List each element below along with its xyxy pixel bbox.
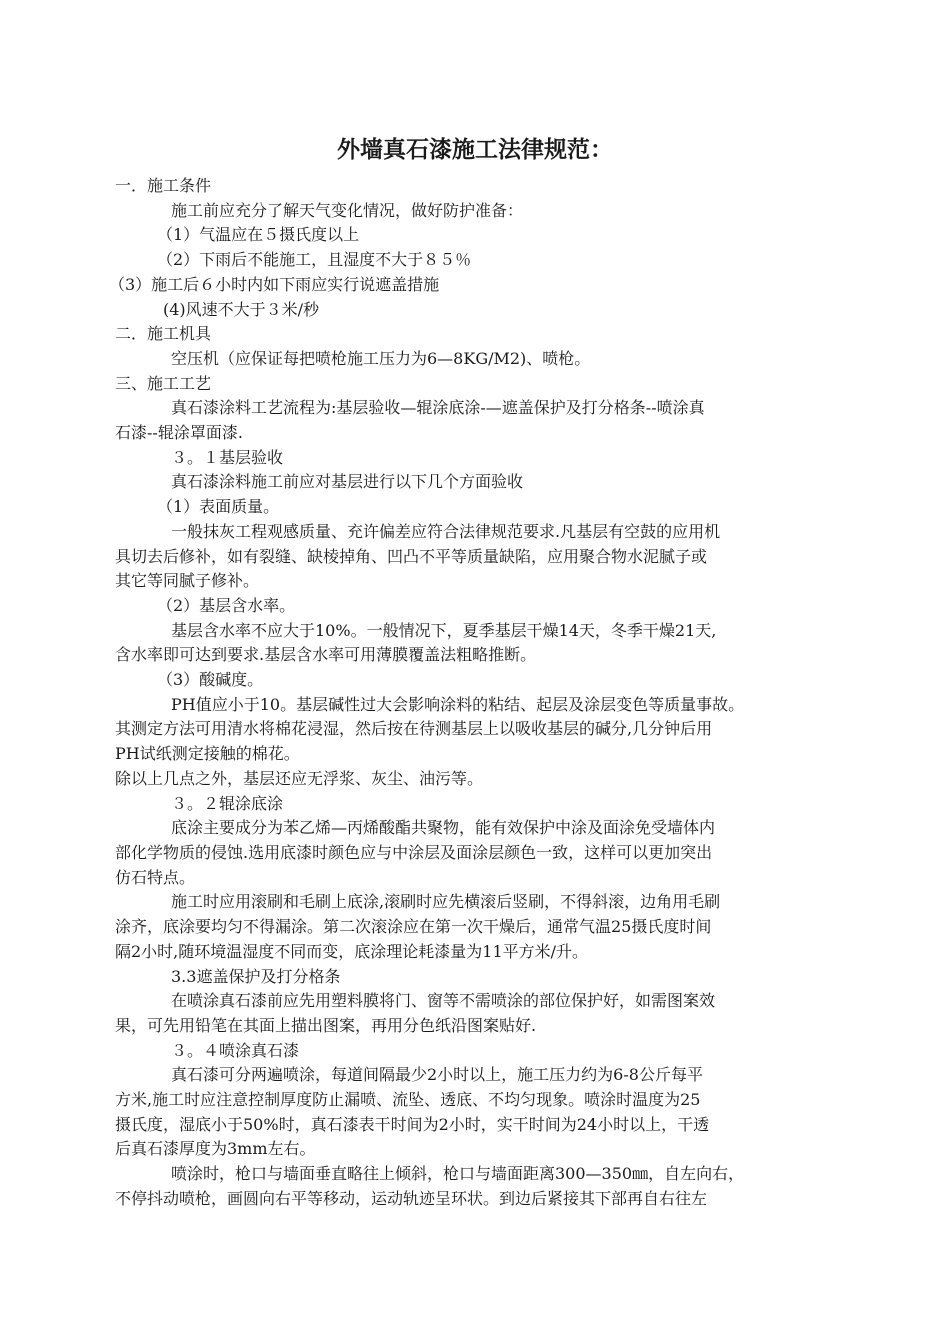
list-item: （3）施工后６小时内如下雨应实行说遮盖措施: [109, 274, 440, 294]
subsection-heading: 3.3遮盖保护及打分格条: [171, 966, 341, 986]
paragraph-line: 石漆--辊涂罩面漆.: [115, 423, 243, 443]
paragraph-line: 真石漆涂料施工前应对基层进行以下几个方面验收: [171, 472, 524, 492]
paragraph-line: 喷涂时，枪口与墙面垂直略往上倾斜，枪口与墙面距离300—350㎜，自左向右，: [171, 1164, 745, 1184]
paragraph-line: PH试纸测定接触的棉花。: [115, 744, 300, 764]
paragraph-line: 一般抹灰工程观感质量、充许偏差应符合法律规范要求.凡基层有空鼓的应用机: [171, 521, 721, 541]
paragraph-line: 后真石漆厚度为3mm左右。: [115, 1139, 316, 1159]
paragraph-line: 除以上几点之外，基层还应无浮浆、灰尘、油污等。: [115, 768, 484, 788]
list-item: (4)风速不大于３米/秒: [163, 299, 320, 319]
list-item: （2）下雨后不能施工，且湿度不大于８５％: [157, 250, 472, 270]
paragraph-line: 果，可先用铅笔在其面上描出图案，再用分色纸沿图案贴好.: [115, 1015, 537, 1035]
section-heading: 二．施工机具: [115, 324, 212, 344]
paragraph-line: 在喷涂真石漆前应先用塑料膜将门、窗等不需喷涂的部位保护好，如需图案效: [171, 991, 716, 1011]
subsection-heading: ３。２辊涂底涂: [171, 793, 284, 813]
section-heading: 三、施工工艺: [115, 373, 212, 393]
document-body: [109, 174, 833, 1212]
paragraph-line: 部化学物质的侵蚀.选用底漆时颜色应与中涂层及面涂层颜色一致，这样可以更加突出: [115, 842, 713, 862]
list-item: （1）表面质量。: [157, 497, 280, 517]
subsection-heading: ３。４喷涂真石漆: [171, 1040, 300, 1060]
section-heading: 一．施工条件: [115, 176, 212, 195]
list-item: （3）酸碱度。: [157, 670, 264, 690]
paragraph-line: 底涂主要成分为苯乙烯—丙烯酸酯共聚物，能有效保护中涂及面涂免受墙体内: [171, 818, 716, 838]
paragraph-line: 仿石特点。: [115, 867, 196, 887]
paragraph-line: 基层含水率不应大于10%。一般情况下，夏季基层干燥14天，冬季干燥21天,: [171, 620, 717, 640]
paragraph-line: 方米,施工时应注意控制厚度防止漏喷、流坠、透底、不均匀现象。喷涂时温度为25: [115, 1090, 701, 1110]
paragraph-line: 施工前应充分了解天气变化情况，做好防护准备：: [171, 200, 524, 220]
paragraph-line: 摄氏度，湿底小于50%时，真石漆表干时间为2小时，实干时间为24小时以上，干透: [115, 1114, 710, 1134]
paragraph-line: PH值应小于10。基层碱性过大会影响涂料的粘结、起层及涂层变色等质量事故。: [171, 694, 745, 714]
paragraph-line: 其它等同腻子修补。: [115, 571, 260, 591]
paragraph-line: 施工时应用滚刷和毛刷上底涂,滚刷时应先横滚后竖刷，不得斜滚，边角用毛刷: [171, 892, 721, 912]
paragraph-line: 真石漆可分两遍喷涂，每道间隔最少2小时以上，施工压力约为6-8公斤每平: [171, 1065, 703, 1085]
paragraph-line: 不停抖动喷枪，画圆向右平等移动，运动轨迹呈环状。到边后紧接其下部再自右往左: [115, 1188, 708, 1208]
paragraph-line: 空压机（应保证每把喷枪施工压力为6—8KG/M2)、喷枪。: [171, 348, 591, 368]
paragraph-line: 具切去后修补，如有裂缝、缺棱掉角、凹凸不平等质量缺陷，应用聚合物水泥腻子或: [115, 546, 708, 566]
paragraph-line: 涂齐，底涂要均匀不得漏涂。第二次滚涂应在第一次干燥后，通常气温25摄氏度时间: [115, 917, 712, 937]
subsection-heading: ３。１基层验收: [171, 447, 284, 467]
list-item: （1）气温应在５摄氏度以上: [157, 225, 360, 245]
paragraph-line: 隔2小时,随环境温湿度不同而变，底涂理论耗漆量为11平方米/升。: [115, 941, 589, 961]
list-item: （2）基层含水率。: [157, 595, 296, 615]
paragraph-line: 其测定方法可用清水将棉花浸湿，然后按在待测基层上以吸收基层的碱分,几分钟后用: [115, 719, 713, 739]
paragraph-line: 含水率即可达到要求.基层含水率可用薄膜覆盖法粗略推断。: [115, 645, 537, 665]
document-title: 外墙真石漆施工法律规范：: [337, 137, 613, 163]
paragraph-line: 真石漆涂料工艺流程为:基层验收—辊涂底涂-—遮盖保护及打分格条--喷涂真: [171, 398, 705, 418]
